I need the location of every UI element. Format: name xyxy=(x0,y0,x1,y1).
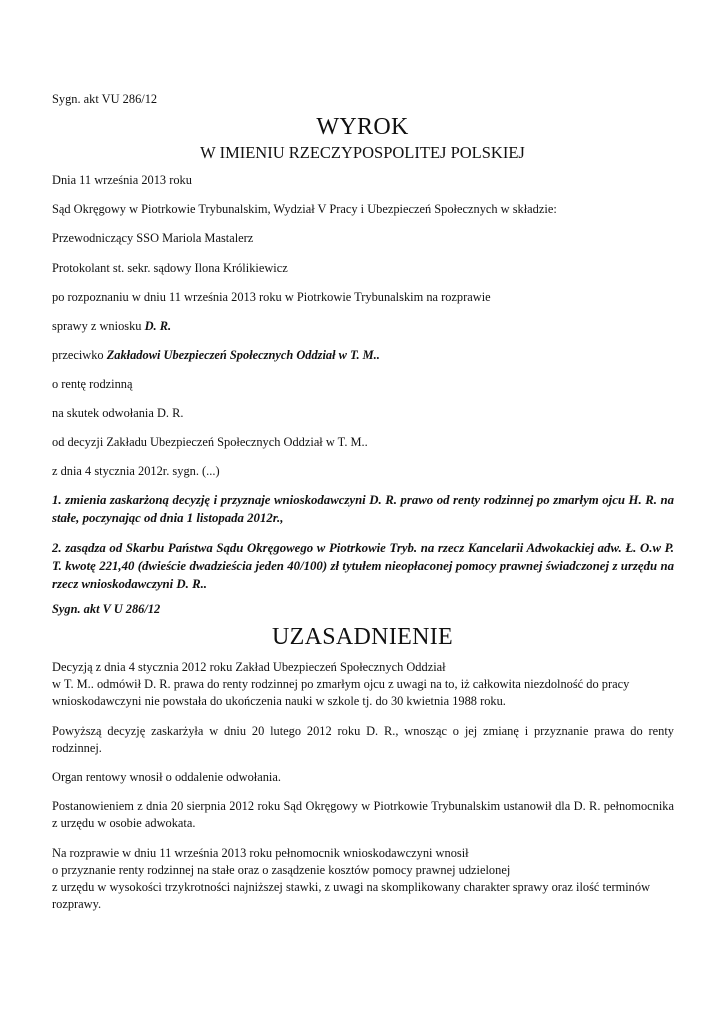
justification-p5-line3: z urzędu w wysokości trzykrotności najniższej stawki, z uwagi na skomplikowany charakter sprawy oraz ilość terminów rozprawy. xyxy=(52,880,651,911)
justification-paragraph-2: Powyższą decyzję zaskarżyła w dniu 20 lutego 2012 roku D. R., wnosząc o jej zmianę i przyznanie prawa do renty rodzinnej. xyxy=(52,724,674,755)
justification-p1-line2: w T. M.. odmówił D. R. prawa do renty rodzinnej po zmarłym ojcu z uwagi na to, iż całkowita niezdolność do pracy wnioskodawczyni nie powstała do ukończenia nauki w szkole tj. do 30 kwietnia 1988 roku. xyxy=(52,677,630,708)
case-signature-top: Sygn. akt VU 286/12 xyxy=(52,92,158,106)
case-applicant xyxy=(52,318,674,335)
case-applicant-name: D. R. xyxy=(144,319,172,333)
case-defendant-name: Zakładowi Ubezpieczeń Społecznych Oddział w T. M.. xyxy=(106,348,380,362)
decision-date: z dnia 4 stycznia 2012r. sygn. (...) xyxy=(52,464,220,478)
case-signature-bottom: Sygn. akt V U 286/12 xyxy=(52,602,161,616)
verdict-title: WYROK xyxy=(316,114,409,140)
case-defendant xyxy=(52,347,674,364)
justification-paragraph-4: Postanowieniem z dnia 20 sierpnia 2012 roku Sąd Okręgowy w Piotrkowie Trybunalskim ustanowił dla D. R. pełnomocnika z urzędu w osobie adwokata. xyxy=(52,799,674,830)
hearing-info: po rozpoznaniu w dniu 11 września 2013 roku w Piotrkowie Trybunalskim na rozprawie xyxy=(52,290,491,304)
justification-p5-line2: o przyznanie renty rodzinnej na stałe oraz o zasądzenie kosztów pomocy prawnej udzielonej xyxy=(52,863,511,877)
justification-p5-line1: Na rozprawie w dniu 11 września 2013 roku pełnomocnik wnioskodawczyni wnosił xyxy=(52,846,469,860)
justification-paragraph-5 xyxy=(52,845,674,913)
verdict-subtitle: W IMIENIU RZECZYPOSPOLITEJ POLSKIEJ xyxy=(200,143,525,162)
case-subject: o rentę rodzinną xyxy=(52,377,133,391)
presiding-judge: Przewodniczący SSO Mariola Mastalerz xyxy=(52,231,254,245)
justification-title: UZASADNIENIE xyxy=(272,624,453,650)
justification-p1-line1: Decyzją z dnia 4 stycznia 2012 roku Zakład Ubezpieczeń Społecznych Oddział xyxy=(52,660,446,674)
case-applicant-prefix: sprawy z wniosku xyxy=(52,319,145,333)
ruling-point-2: 2. zasądza od Skarbu Państwa Sądu Okręgowego w Piotrkowie Tryb. na rzecz Kancelarii Adwokackiej adw. Ł. O.w P. T. kwotę 221,40 (dwieście dwadzieścia jeden 40/100) zł tytułem nieopłaconej pomocy prawnej świadczonej z urzędu na rzecz wnioskodawczyni D. R.. xyxy=(52,541,674,591)
appeal-info: na skutek odwołania D. R. xyxy=(52,406,184,420)
court-clerk: Protokolant st. sekr. sądowy Ilona Królikiewicz xyxy=(52,261,288,275)
justification-paragraph-3: Organ rentowy wnosił o oddalenie odwołania. xyxy=(52,770,281,784)
decision-origin: od decyzji Zakładu Ubezpieczeń Społecznych Oddział w T. M.. xyxy=(52,435,368,449)
court-composition: Sąd Okręgowy w Piotrkowie Trybunalskim, Wydział V Pracy i Ubezpieczeń Społecznych w składzie: xyxy=(52,202,557,216)
verdict-date: Dnia 11 września 2013 roku xyxy=(52,173,192,187)
justification-paragraph-1 xyxy=(52,659,674,710)
case-defendant-prefix: przeciwko xyxy=(52,348,107,362)
ruling-point-1: 1. zmienia zaskarżoną decyzję i przyznaje wnioskodawczyni D. R. prawo od renty rodzinnej po zmarłym ojcu H. R. na stałe, poczynając od dnia 1 listopada 2012r., xyxy=(52,493,674,525)
